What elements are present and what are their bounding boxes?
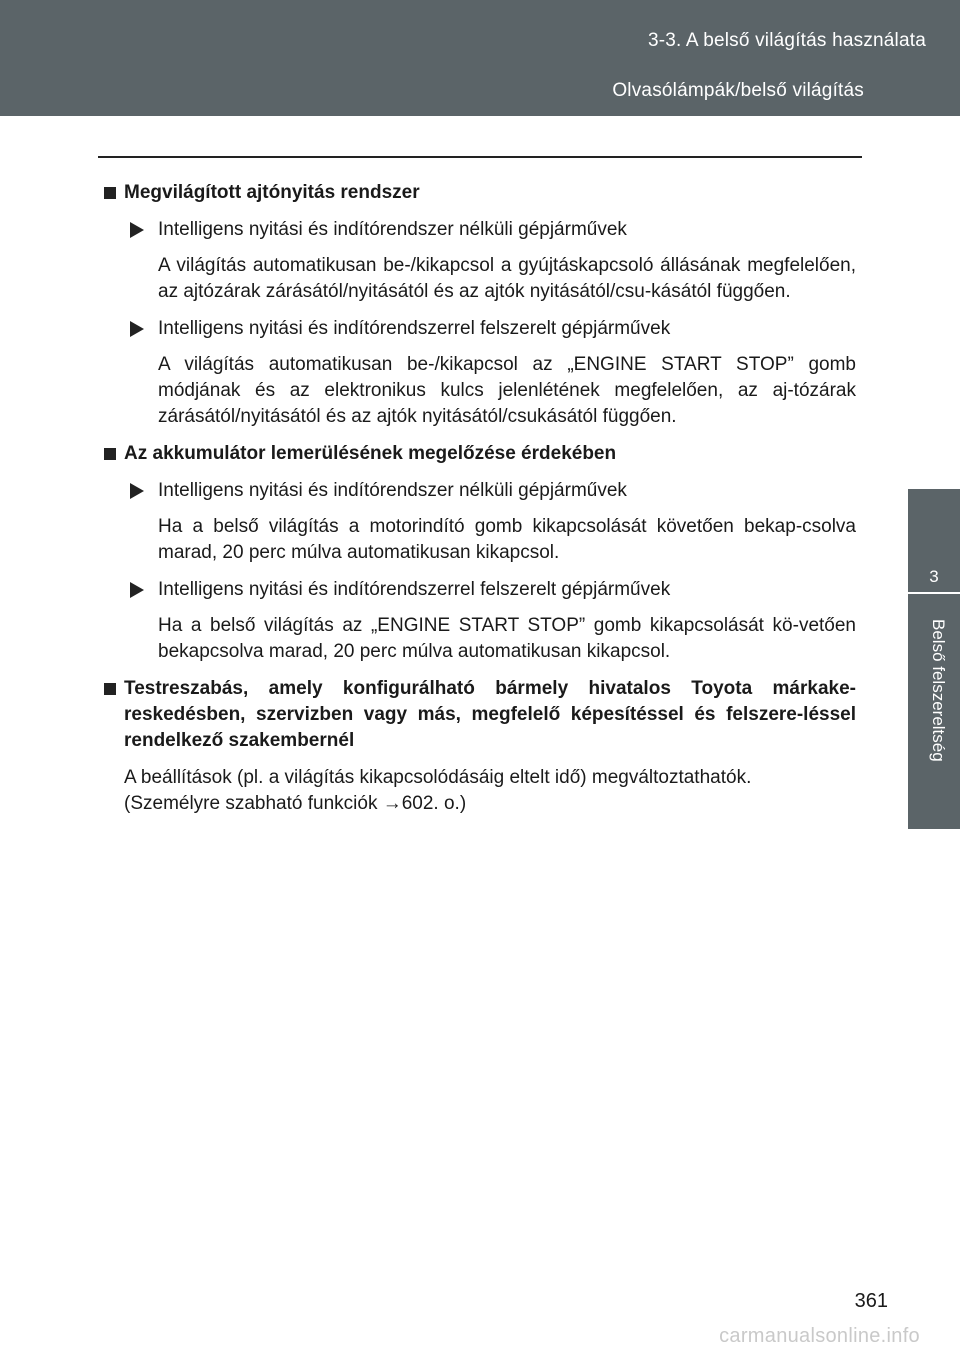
condition-text: Intelligens nyitási és indítórendszer nélküli gépjárművek xyxy=(158,480,627,501)
condition-text: Intelligens nyitási és indítórendszer nélküli gépjárművek xyxy=(158,219,627,240)
body-paragraph: A világítás automatikusan be-/kikapcsol a gyújtáskapcsoló állásának megfelelően, az ajtózárak zárásától/nyitásától és az ajtók nyitásától/csu-kásától függően. xyxy=(158,255,856,302)
condition-item xyxy=(104,217,856,243)
tab-divider xyxy=(908,592,960,594)
triangle-bullet-icon xyxy=(130,483,144,499)
section-heading-text: Testreszabás, amely konfigurálható bármely hivatalos Toyota márkake-reskedésben, szervizben vagy más, megfelelő képesítéssel és felszere-léssel rendelkező szakembernél xyxy=(124,678,856,751)
section-heading xyxy=(104,180,856,206)
body-paragraph: Ha a belső világítás az „ENGINE START STOP” gomb kikapcsolását kö-vetően bekapcsolva marad, 20 perc múlva automatikusan kikapcsol. xyxy=(158,615,856,662)
note-reference-line: (Személyre szabható funkciók →602. o.) xyxy=(124,793,467,814)
section-customization xyxy=(104,676,856,817)
triangle-bullet-icon xyxy=(130,321,144,337)
triangle-bullet-icon xyxy=(130,222,144,238)
subsection-title: Olvasólámpák/belső világítás xyxy=(612,80,864,101)
body-paragraph: A világítás automatikusan be-/kikapcsol az „ENGINE START STOP” gomb módjának és az elektronikus kulcs jelenlétének megfelelően, az aj-tózárak zárásától/nyitásától és az ajtók nyitásától/csukásától függően. xyxy=(158,354,856,427)
condition-item xyxy=(104,478,856,504)
chapter-title: Belső felszereltség xyxy=(929,619,948,762)
chapter-side-tab xyxy=(908,489,960,829)
header-rule xyxy=(98,156,862,158)
watermark: carmanualsonline.info xyxy=(719,1325,920,1347)
triangle-bullet-icon xyxy=(130,582,144,598)
note-line: A beállítások (pl. a világítás kikapcsolódásáig eltelt idő) megváltoztathatók. xyxy=(124,767,752,788)
section-heading-text: Megvilágított ajtónyitás rendszer xyxy=(124,182,420,203)
section-heading xyxy=(104,441,856,467)
square-bullet-icon xyxy=(104,448,116,460)
condition-item xyxy=(104,577,856,603)
condition-text: Intelligens nyitási és indítórendszerrel felszerelt gépjárművek xyxy=(158,579,671,600)
chapter-section-title: 3-3. A belső világítás használata xyxy=(647,30,926,51)
customization-note xyxy=(104,765,856,817)
section-battery-saver xyxy=(104,441,856,665)
section-heading-text: Az akkumulátor lemerülésének megelőzése érdekében xyxy=(124,443,617,464)
condition-text: Intelligens nyitási és indítórendszerrel felszerelt gépjárművek xyxy=(158,318,671,339)
page-header xyxy=(0,0,960,116)
page-number: 361 xyxy=(854,1290,888,1312)
section-heading xyxy=(104,676,856,754)
square-bullet-icon xyxy=(104,683,116,695)
page-content xyxy=(104,180,856,817)
chapter-number: 3 xyxy=(908,561,960,593)
condition-item xyxy=(104,316,856,342)
section-illuminated-entry xyxy=(104,180,856,430)
body-paragraph: Ha a belső világítás a motorindító gomb kikapcsolását követően bekap-csolva marad, 20 perc múlva automatikusan kikapcsol. xyxy=(158,516,856,563)
square-bullet-icon xyxy=(104,187,116,199)
